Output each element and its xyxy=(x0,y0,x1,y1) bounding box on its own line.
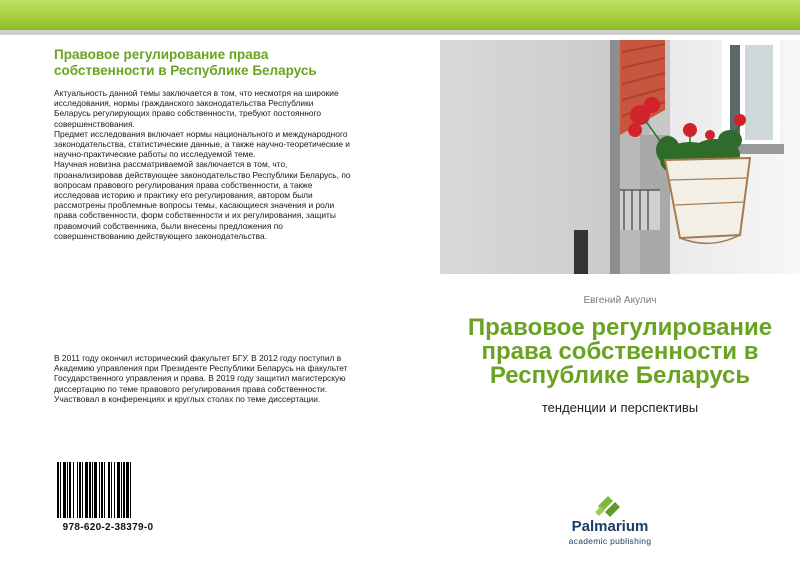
back-title-line-1: Правовое регулирование права xyxy=(54,47,269,62)
barcode-bar xyxy=(77,462,78,518)
description-paragraph: Предмет исследования включает нормы национального и международного законодательства, статистические данные, а также научно-теоретические и научно-практические работы по исследуемой теме. xyxy=(54,128,350,160)
cover-photo-flower-pot xyxy=(440,40,800,274)
front-title-line-3: Республике Беларусь xyxy=(489,362,751,389)
palmarium-leaf-icon xyxy=(593,494,623,518)
front-title-line-1: Правовое регулирование xyxy=(467,314,773,341)
front-cover-subtitle: тенденции и перспективы xyxy=(541,400,699,415)
back-cover-title xyxy=(54,47,384,79)
barcode-bar xyxy=(108,462,110,518)
barcode-bar xyxy=(117,462,120,518)
barcode-bar xyxy=(85,462,88,518)
front-cover-title xyxy=(440,316,800,388)
back-cover-description xyxy=(54,88,352,241)
description-paragraph: Актуальность данной темы заключается в том, что несмотря на широкие исследования, нормы гражданского законодательства Республики Беларусь регулирующих право собственности, требуют постоянного совершенствования. xyxy=(54,88,339,129)
barcode-bar xyxy=(123,462,125,518)
isbn-number: 978-620-2-38379-0 xyxy=(62,522,154,533)
barcode-bar xyxy=(94,462,97,518)
publisher-name: Palmarium xyxy=(571,518,649,535)
barcode-bar xyxy=(99,462,100,518)
description-paragraph: Научная новизна рассматриваемой заключается в том, что, проанализировав действующее законодательство Республики Беларусь, по вопросам правового регулирования права собственности, а также исследовав историю и практику его регулирования, автором были рассмотрены проблемные вопросы темы, касающиеся значения и роли права собственности, форм собственности и их регулирования, защиты правомочий собственника, были внесены предложения по совершенствованию действующего законодательства. xyxy=(54,159,351,241)
back-title-line-2: собственности в Республике Беларусь xyxy=(54,63,317,78)
front-title-line-2: права собственности в xyxy=(481,338,759,365)
barcode-bar xyxy=(114,462,115,518)
author-name: Евгений Акулич xyxy=(583,295,657,306)
barcode-icon xyxy=(55,462,161,518)
barcode-bar xyxy=(130,462,131,518)
barcode-bar xyxy=(111,462,112,518)
barcode-bar xyxy=(63,462,66,518)
barcode-bar xyxy=(82,462,83,518)
barcode-bar xyxy=(57,462,59,518)
barcode-bar xyxy=(89,462,91,518)
barcode-bar xyxy=(101,462,103,518)
barcode-bar xyxy=(69,462,71,518)
barcode-bar xyxy=(126,462,129,518)
barcode-bar xyxy=(104,462,105,518)
publisher-logo xyxy=(555,494,665,558)
barcode-bar xyxy=(67,462,68,518)
barcode-bar xyxy=(79,462,81,518)
author-bio: В 2011 году окончил исторический факультет БГУ. В 2012 году поступил в Академию управления при Президенте Республики Беларусь на факультет Государственного управления и права. В 2019 году защитил магистерскую диссертацию по теме правового регулирования права собственности. Участвовал в конференциях и круглых столах по теме диссертации. xyxy=(54,353,348,404)
barcode-bar xyxy=(92,462,93,518)
barcode-bar xyxy=(121,462,122,518)
barcode-bar xyxy=(60,462,61,518)
top-green-bar xyxy=(0,0,800,30)
publisher-tagline: academic publishing xyxy=(568,536,652,546)
barcode-bar xyxy=(73,462,74,518)
